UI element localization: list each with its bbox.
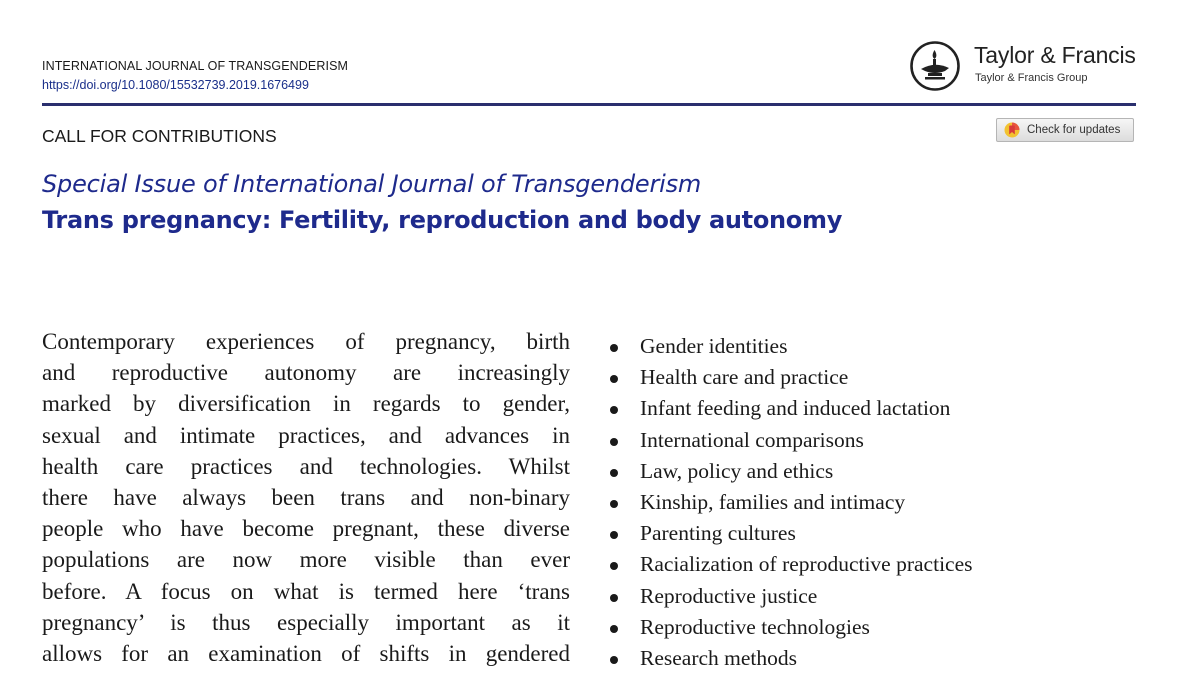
bullet-icon — [610, 562, 618, 570]
list-item — [610, 581, 973, 612]
check-for-updates-button[interactable] — [996, 118, 1134, 142]
topic-label: Gender identities — [640, 334, 788, 358]
body-line: there have always been trans and non-binary — [42, 484, 570, 510]
topic-label: Law, policy and ethics — [640, 458, 834, 483]
body-line: health care practices and technologies. Whilst — [42, 453, 570, 479]
section-label: CALL FOR CONTRIBUTIONS — [42, 126, 277, 146]
topic-label: Health care and practice — [640, 365, 849, 390]
bullet-icon — [610, 438, 618, 446]
topic-list — [610, 331, 973, 674]
bullet-icon — [610, 500, 618, 508]
topic-label: Research methods — [640, 645, 798, 670]
list-item — [610, 612, 973, 643]
bullet-icon — [610, 406, 618, 414]
bullet-icon — [610, 469, 618, 477]
topic-label: International comparisons — [640, 427, 864, 452]
doi-link[interactable]: https://doi.org/10.1080/15532739.2019.1676499 — [42, 78, 309, 92]
body-line: allows for an examination of shifts in gendered — [42, 640, 570, 666]
list-item — [610, 487, 973, 518]
list-item — [610, 518, 973, 549]
topic-label: Racialization of reproductive practices — [640, 552, 973, 577]
topic-label: Reproductive justice — [640, 583, 818, 608]
journal-name: INTERNATIONAL JOURNAL OF TRANSGENDERISM — [42, 59, 349, 73]
header-rule — [42, 103, 1136, 106]
body-line: before. A focus on what is termed here ‘trans — [42, 578, 570, 604]
body-text — [42, 326, 570, 669]
publisher-group: Taylor & Francis Group — [975, 72, 1088, 84]
bullet-icon — [610, 344, 618, 352]
taylor-francis-lamp-logo — [909, 40, 967, 92]
topic-label: Kinship, families and intimacy — [640, 489, 906, 514]
list-item — [610, 393, 973, 424]
body-line: Contemporary experiences of pregnancy, birth — [42, 329, 570, 354]
list-item — [610, 362, 973, 393]
list-item — [610, 643, 973, 674]
body-line: populations are now more visible than ever — [42, 547, 570, 573]
bullet-icon — [610, 594, 618, 602]
article-title-line1: Special Issue of International Journal of Transgenderism — [42, 170, 702, 198]
crossmark-icon — [1004, 122, 1020, 138]
bullet-icon — [610, 625, 618, 633]
list-item — [610, 425, 973, 456]
body-line: sexual and intimate practices, and advances in — [42, 422, 570, 448]
list-item — [610, 456, 973, 487]
topic-label: Infant feeding and induced lactation — [640, 396, 951, 421]
check-for-updates-label: Check for updates — [1027, 124, 1121, 136]
body-line: people who have become pregnant, these diverse — [42, 516, 570, 542]
body-line: pregnancy’ is thus especially important as it — [42, 609, 570, 635]
topic-label: Parenting cultures — [640, 521, 796, 546]
list-item — [610, 331, 973, 362]
topic-label: Reproductive technologies — [640, 614, 870, 639]
bullet-icon — [610, 656, 618, 664]
bullet-icon — [610, 531, 618, 539]
list-item — [610, 549, 973, 580]
body-line: and reproductive autonomy are increasingly — [42, 360, 570, 386]
body-line: marked by diversification in regards to gender, — [42, 391, 570, 417]
article-title-line2: Trans pregnancy: Fertility, reproduction and body autonomy — [42, 206, 843, 234]
bullet-icon — [610, 375, 618, 383]
publisher-name: Taylor & Francis — [974, 42, 1136, 68]
